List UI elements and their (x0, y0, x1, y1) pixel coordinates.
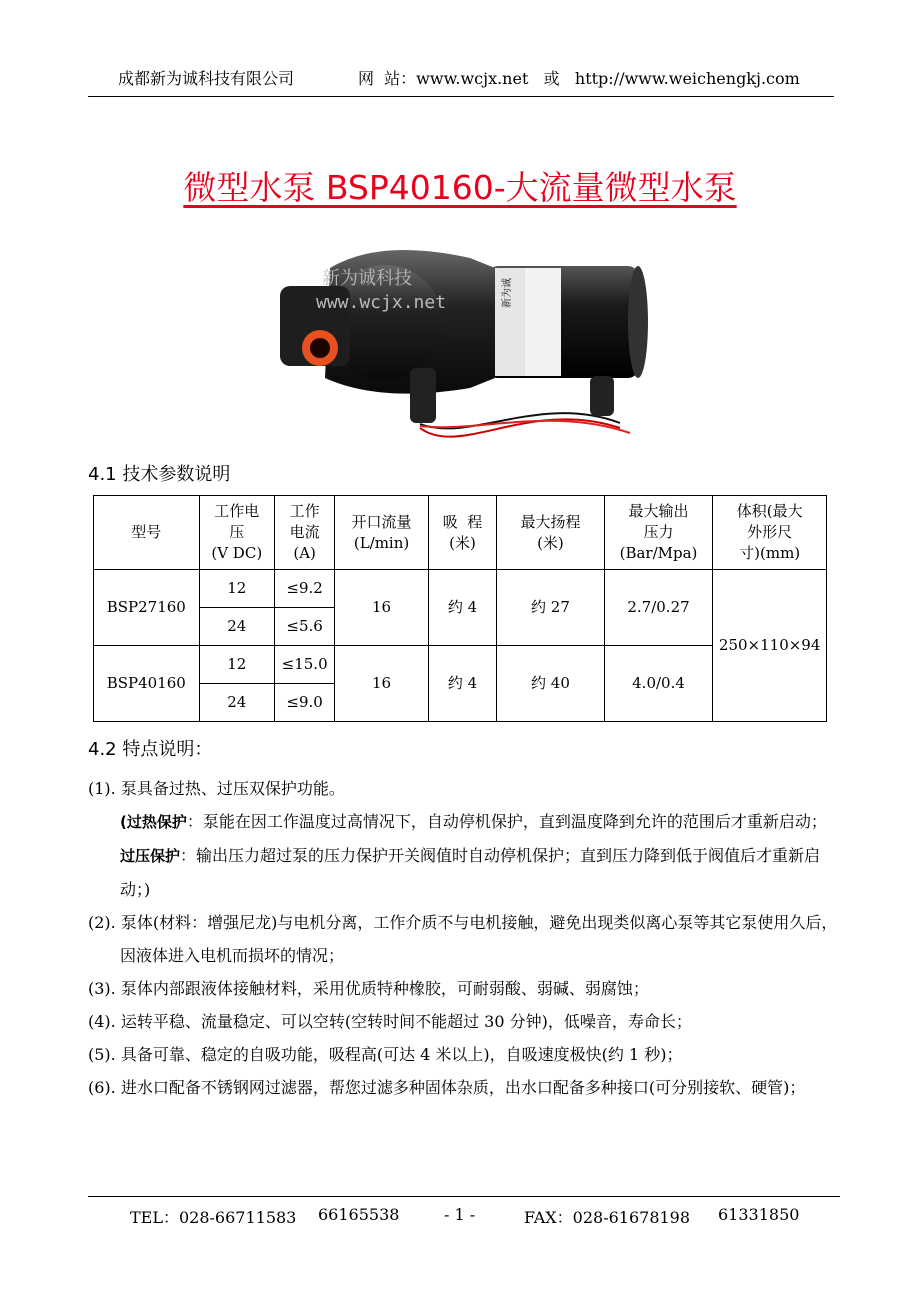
header-cell: 体积(最大 外形尺 寸)(mm) (713, 496, 827, 570)
feature-item: (4). 运转平稳、流量稳定、可以空转(空转时间不能超过 30 分钟)，低噪音，寿命长； (88, 1012, 692, 1031)
header-cell: 工作 电流 (A) (274, 496, 334, 570)
document-title: 微型水泵 BSP40160-大流量微型水泵 (183, 168, 737, 207)
footer-tel2: 66165538 (318, 1205, 400, 1224)
suction-cell: 约 4 (428, 570, 496, 646)
current-cell: ≤9.0 (274, 684, 334, 722)
feature-subitem: (过热保护：泵能在因工作温度过高情况下，自动停机保护，直到温度降到允许的范围后才重新启动； (120, 812, 827, 831)
size-cell: 250×110×94 (713, 570, 827, 722)
footer-fax: FAX：028-61678198 (524, 1208, 691, 1227)
footer-tel: TEL：028-66711583 (130, 1208, 297, 1227)
section-heading-specs: 4.1 技术参数说明 (88, 464, 231, 485)
section-heading-features: 4.2 特点说明： (88, 739, 213, 760)
motor-label: 新为诚 (502, 278, 513, 308)
header-cell: 型号 (94, 496, 200, 570)
header-cell: 工作电 压 (V DC) (199, 496, 274, 570)
page-header (88, 66, 834, 97)
voltage-cell: 24 (199, 684, 274, 722)
table-header-row (94, 496, 827, 570)
watermark-text: 新为诚科技 (322, 268, 412, 289)
current-cell: ≤5.6 (274, 608, 334, 646)
pump-photo (270, 228, 670, 463)
header-cell: 最大扬程 (米) (497, 496, 605, 570)
head-cell: 约 27 (497, 570, 605, 646)
pressure-cell: 4.0/0.4 (604, 646, 713, 722)
flow-cell: 16 (335, 570, 429, 646)
voltage-cell: 12 (199, 570, 274, 608)
feature-item: (6). 进水口配备不锈钢网过滤器，帮您过滤多种固体杂质，出水口配备多种接口(可分别接软、硬管)； (88, 1078, 806, 1097)
page-footer (88, 1196, 840, 1227)
feature-item: (1). 泵具备过热、过压双保护功能。 (88, 779, 345, 798)
header-cell: 开口流量 (L/min) (335, 496, 429, 570)
header-cell: 吸 程 (米) (428, 496, 496, 570)
spec-table (93, 495, 827, 722)
current-cell: ≤15.0 (274, 646, 334, 684)
page-number: - 1 - (444, 1205, 476, 1224)
pressure-cell: 2.7/0.27 (604, 570, 713, 646)
company-name: 成都新为诚科技有限公司 (118, 69, 295, 88)
current-cell: ≤9.2 (274, 570, 334, 608)
head-cell: 约 40 (497, 646, 605, 722)
overpressure-label: 过压保护 (120, 847, 181, 865)
overheat-label: (过热保护 (120, 813, 187, 831)
table-row (94, 570, 827, 608)
watermark-url: www.wcjx.net (316, 292, 447, 313)
footer-fax2: 61331850 (718, 1205, 800, 1224)
feature-item: (2). 泵体(材料：增强尼龙)与电机分离，工作介质不与电机接触，避免出现类似离心泵等其它泵使用久后，因液体进入电机而损坏的情况； (88, 913, 838, 965)
feature-item: (3). 泵体内部跟液体接触材料，采用优质特种橡胶，可耐弱酸、弱碱、弱腐蚀； (88, 979, 649, 998)
voltage-cell: 12 (199, 646, 274, 684)
model-cell: BSP27160 (94, 570, 200, 646)
feature-subitem: 过压保护：输出压力超过泵的压力保护开关阀值时自动停机保护；直到压力降到低于阀值后才重新启动；) (120, 846, 821, 899)
suction-cell: 约 4 (428, 646, 496, 722)
website-line: 网 站：www.wcjx.net 或 http://www.weichengkj.com (358, 69, 800, 88)
voltage-cell: 24 (199, 608, 274, 646)
feature-item: (5). 具备可靠、稳定的自吸功能，吸程高(可达 4 米以上)，自吸速度极快(约 1 秒)； (88, 1045, 683, 1064)
model-cell: BSP40160 (94, 646, 200, 722)
flow-cell: 16 (335, 646, 429, 722)
feature-list (88, 772, 838, 1104)
header-cell: 最大输出 压力 (Bar/Mpa) (604, 496, 713, 570)
